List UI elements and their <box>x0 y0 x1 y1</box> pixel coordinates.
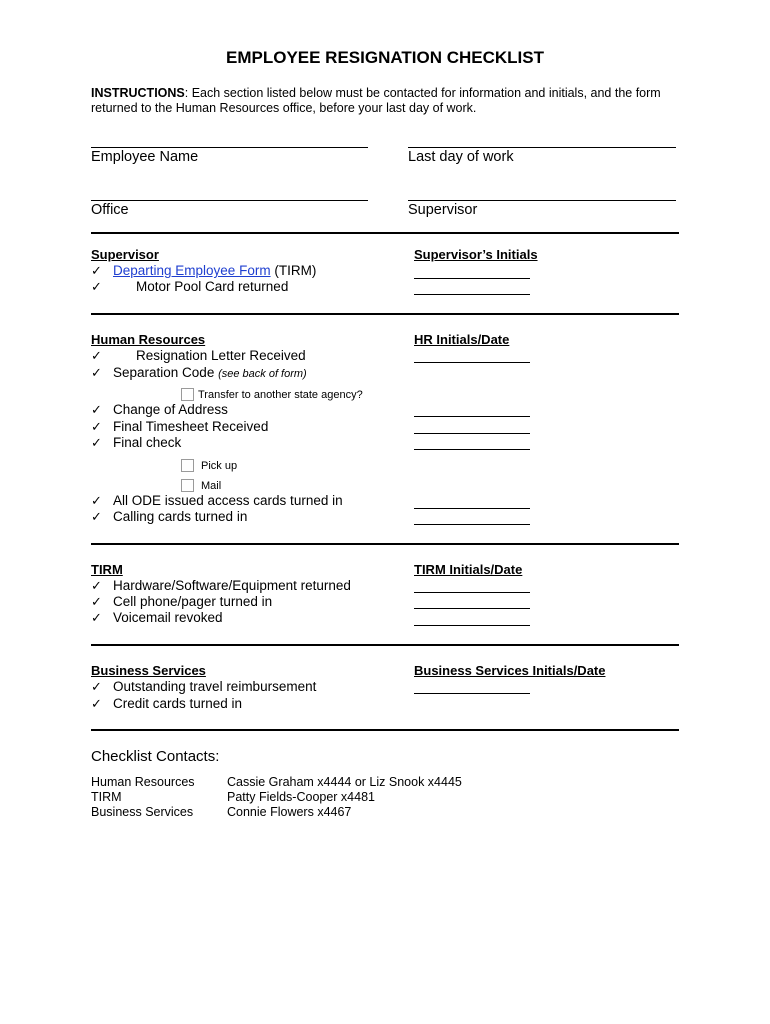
supervisor-item-motor-pool: Motor Pool Card returned <box>136 279 289 294</box>
tirm-heading: TIRM <box>91 562 123 577</box>
hr-item-final-timesheet: Final Timesheet Received <box>113 419 269 434</box>
tirm-item-cell-phone: Cell phone/pager turned in <box>113 594 273 609</box>
separation-code-label: Separation Code <box>113 365 219 380</box>
tirm-initials-line-1[interactable] <box>414 592 530 593</box>
tirm-initials-heading: TIRM Initials/Date <box>414 562 523 577</box>
instructions <box>91 86 691 116</box>
check-icon: ✓ <box>91 509 102 524</box>
contact-dept: Human Resources <box>91 775 195 789</box>
office-line[interactable] <box>91 200 368 201</box>
employee-name-line[interactable] <box>91 147 368 148</box>
hr-item-access-cards: All ODE issued access cards turned in <box>113 493 343 508</box>
hr-initials-heading: HR Initials/Date <box>414 332 510 347</box>
check-icon: ✓ <box>91 493 102 508</box>
check-icon: ✓ <box>91 402 102 417</box>
bs-item-travel: Outstanding travel reimbursement <box>113 679 317 694</box>
check-icon: ✓ <box>91 696 102 711</box>
hr-heading: Human Resources <box>91 332 206 347</box>
tirm-item-hardware: Hardware/Software/Equipment returned <box>113 578 351 593</box>
hr-item-separation-code <box>113 365 307 380</box>
hr-item-final-check: Final check <box>113 435 182 450</box>
check-icon: ✓ <box>91 263 102 278</box>
check-icon: ✓ <box>91 610 102 625</box>
bs-initials-heading: Business Services Initials/Date <box>414 663 606 678</box>
departing-employee-form-link[interactable]: Departing Employee Form <box>113 263 271 278</box>
pickup-option-label: Pick up <box>201 460 238 472</box>
section-divider <box>91 729 679 731</box>
supervisor-initials-line-1[interactable] <box>414 278 530 279</box>
check-icon: ✓ <box>91 348 102 363</box>
pickup-checkbox[interactable] <box>181 459 194 472</box>
contact-dept: TIRM <box>91 790 122 804</box>
contacts-heading: Checklist Contacts: <box>91 748 220 765</box>
supervisor-initials-line-2[interactable] <box>414 294 530 295</box>
instructions-label: INSTRUCTIONS <box>91 86 185 100</box>
section-divider <box>91 644 679 646</box>
check-icon: ✓ <box>91 279 102 294</box>
mail-option-label: Mail <box>201 480 222 492</box>
check-icon: ✓ <box>91 679 102 694</box>
supervisor-label: Supervisor <box>408 202 478 218</box>
check-icon: ✓ <box>91 435 102 450</box>
check-icon: ✓ <box>91 578 102 593</box>
hr-initials-line-5[interactable] <box>414 508 530 509</box>
bs-heading: Business Services <box>91 663 206 678</box>
hr-item-resignation-letter: Resignation Letter Received <box>136 348 306 363</box>
page-title: EMPLOYEE RESIGNATION CHECKLIST <box>226 48 544 67</box>
contact-dept: Business Services <box>91 805 194 819</box>
tirm-item-voicemail: Voicemail revoked <box>113 610 223 625</box>
hr-initials-line-1[interactable] <box>414 362 530 363</box>
transfer-checkbox[interactable] <box>181 388 194 401</box>
section-divider <box>91 313 679 315</box>
employee-name-label: Employee Name <box>91 149 199 165</box>
hr-item-change-address: Change of Address <box>113 402 228 417</box>
hr-item-calling-cards: Calling cards turned in <box>113 509 248 524</box>
section-divider <box>91 232 679 234</box>
last-day-line[interactable] <box>408 147 676 148</box>
contact-person: Connie Flowers x4467 <box>227 805 352 819</box>
hr-initials-line-6[interactable] <box>414 524 530 525</box>
separation-code-note: (see back of form) <box>218 368 307 380</box>
check-icon: ✓ <box>91 419 102 434</box>
hr-initials-line-3[interactable] <box>414 433 530 434</box>
hr-initials-line-2[interactable] <box>414 416 530 417</box>
contact-person: Cassie Graham x4444 or Liz Snook x4445 <box>227 775 462 789</box>
hr-initials-line-4[interactable] <box>414 449 530 450</box>
mail-checkbox[interactable] <box>181 479 194 492</box>
section-divider <box>91 543 679 545</box>
bs-initials-line-1[interactable] <box>414 693 530 694</box>
supervisor-item-departing-form <box>113 263 316 278</box>
bs-item-credit-cards: Credit cards turned in <box>113 696 243 711</box>
check-icon: ✓ <box>91 365 102 380</box>
transfer-option-label: Transfer to another state agency? <box>198 389 363 401</box>
last-day-label: Last day of work <box>408 149 514 165</box>
supervisor-item1-suffix: (TIRM) <box>270 263 317 278</box>
supervisor-line[interactable] <box>408 200 676 201</box>
supervisor-initials-heading: Supervisor’s Initials <box>414 247 538 262</box>
office-label: Office <box>91 202 129 218</box>
check-icon: ✓ <box>91 594 102 609</box>
tirm-initials-line-2[interactable] <box>414 608 530 609</box>
tirm-initials-line-3[interactable] <box>414 625 530 626</box>
instructions-text: : Each section listed below must be contacted for information and initials, and the form returned to the Human Resources office, before your last day of work. <box>91 86 661 115</box>
supervisor-heading: Supervisor <box>91 247 159 262</box>
contact-person: Patty Fields-Cooper x4481 <box>227 790 375 804</box>
